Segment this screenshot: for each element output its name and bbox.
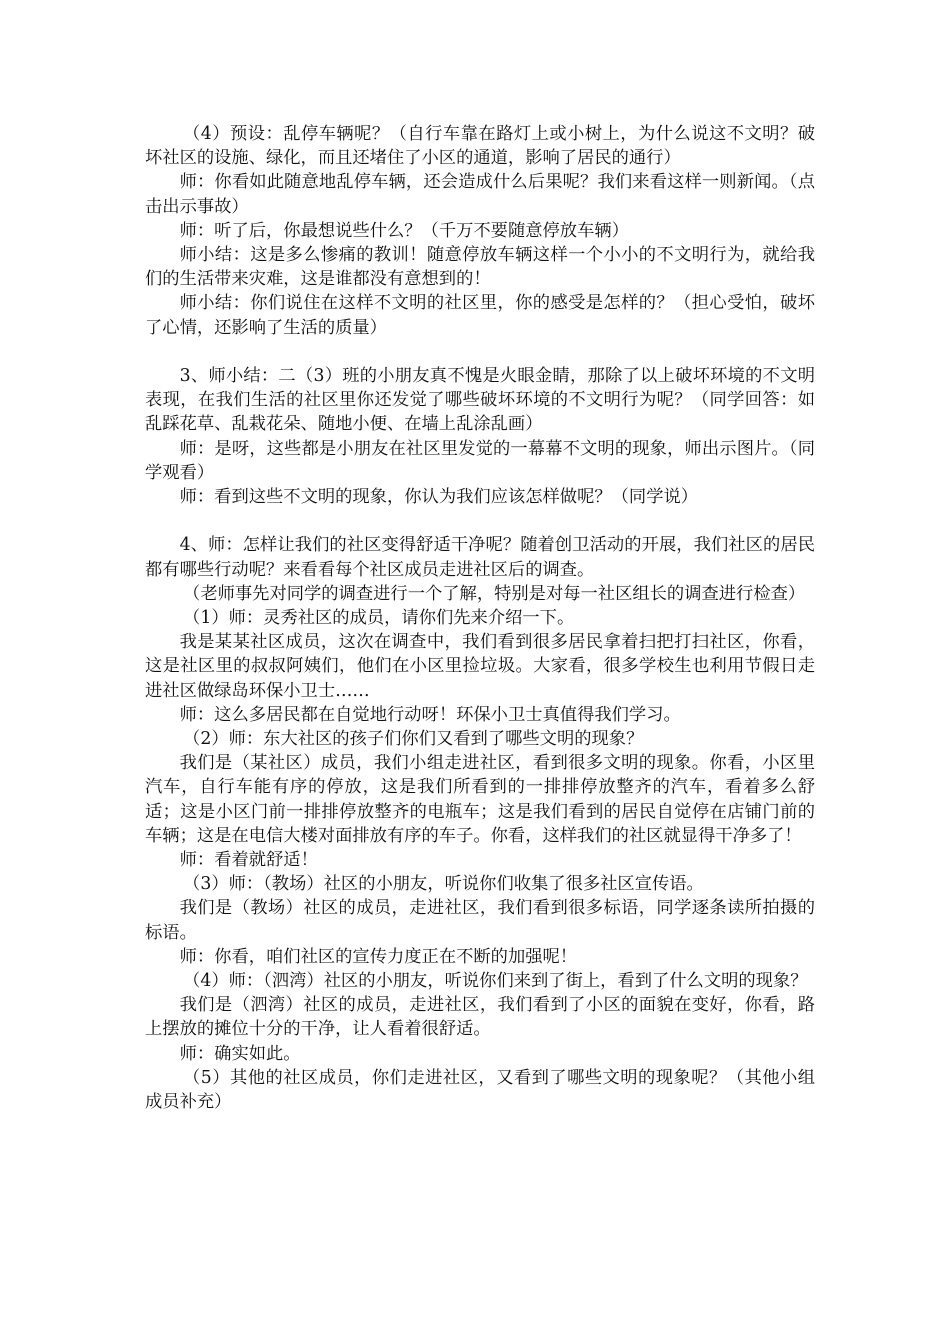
paragraph: （老师事先对同学的调查进行一个了解，特别是对每一社区组长的调查进行检查）	[183, 583, 806, 604]
paragraph: （2）师：东大社区的孩子们你们又看到了哪些文明的现象？	[183, 729, 644, 750]
paragraph: （4）师：（泗湾）社区的小朋友，听说你们来到了街上，看到了什么文明的现象？	[183, 971, 808, 992]
paragraph: 师小结：这是多么惨痛的教训！随意停放车辆这样一个小小的不文明行为，就给我们的生活带来灾难，这是谁都没有意想到的！	[145, 245, 815, 290]
paragraph: （3）师：（教场）社区的小朋友，听说你们收集了很多社区宣传语。	[183, 874, 704, 895]
paragraph: 师：你看如此随意地乱停车辆，还会造成什么后果呢？我们来看这样一则新闻。（点击出示事故）	[145, 172, 815, 217]
paragraph: 师：确实如此。	[179, 1043, 301, 1064]
paragraph-spacer	[145, 509, 815, 533]
paragraph: 师：看到这些不文明的现象，你认为我们应该怎样做呢？（同学说）	[179, 487, 699, 508]
paragraph: （4）预设：乱停车辆呢？（自行车靠在路灯上或小树上，为什么说这不文明？破坏社区的设施、绿化，而且还堵住了小区的通道，影响了居民的通行）	[145, 124, 815, 169]
paragraph: （5）其他的社区成员，你们走进社区，又看到了哪些文明的现象呢？（其他小组成员补充）	[145, 1067, 815, 1113]
paragraph: 师：看着就舒适！	[179, 850, 318, 871]
paragraph: 师：听了后，你最想说些什么？（千万不要随意停放车辆）	[179, 220, 629, 241]
paragraph: （1）师：灵秀社区的成员，请你们先来介绍一下。	[183, 608, 575, 629]
document-body	[145, 122, 815, 1114]
paragraph: 我们是（某社区）成员，我们小组走进社区，看到很多文明的现象。你看，小区里汽车，自行车能有序的停放，这是我们所看到的一排排停放整齐的汽车，看着多么舒适；这是小区门前一排排停放整齐的电瓶车；这是我们看到的居民自觉停在店铺门前的车辆；这是在电信大楼对面排放有序的车子。你看，这样我们的社区就显得干净多了！	[145, 753, 815, 846]
paragraph: 师：这么多居民都在自觉地行动呀！环保小卫士真值得我们学习。	[179, 704, 681, 725]
paragraph: 4、师：怎样让我们的社区变得舒适干净呢？随着创卫活动的开展，我们社区的居民都有哪些行动呢？来看看每个社区成员走进社区后的调查。	[145, 535, 815, 580]
paragraph: 我是某某社区成员，这次在调查中，我们看到很多居民拿着扫把打扫社区，你看，这是社区里的叔叔阿姨们，他们在小区里捡垃圾。大家看，很多学校生也利用节假日走进社区做绿岛环保小卫士……	[145, 632, 815, 701]
paragraph: 师：你看，咱们社区的宣传力度正在不断的加强呢！	[179, 946, 578, 967]
paragraph-spacer	[145, 340, 815, 364]
paragraph: 师小结：你们说住在这样不文明的社区里，你的感受是怎样的？（担心受怕，破坏了心情，还影响了生活的质量）	[145, 293, 815, 338]
paragraph: 师：是呀，这些都是小朋友在社区里发觉的一幕幕不文明的现象，师出示图片。（同学观看）	[145, 438, 815, 483]
paragraph: 我们是（泗湾）社区的成员，走进社区，我们看到了小区的面貌在变好，你看，路上摆放的摊位十分的干净，让人看着很舒适。	[145, 995, 815, 1040]
paragraph: 3、师小结：二（3）班的小朋友真不愧是火眼金睛，那除了以上破坏环境的不文明表现，在我们生活的社区里你还发觉了哪些破坏环境的不文明行为呢？（同学回答：如乱踩花草、乱栽花朵、随地小便、在墙上乱涂乱画）	[145, 366, 815, 435]
paragraph: 我们是（教场）社区的成员，走进社区，我们看到很多标语，同学逐条读所拍摄的标语。	[145, 898, 815, 943]
